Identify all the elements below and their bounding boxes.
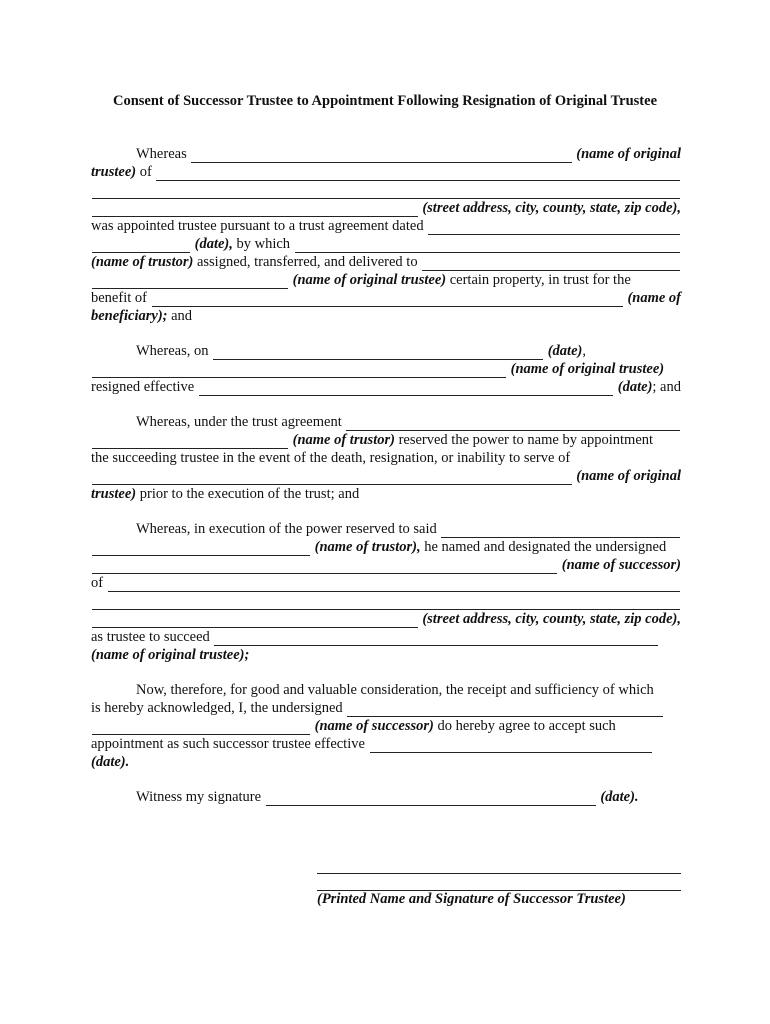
- p1-line-5: [91, 217, 681, 235]
- p5-line-1: [136, 681, 681, 699]
- successor-name-blank-2[interactable]: [92, 720, 310, 735]
- p1-date: (date),: [194, 236, 233, 252]
- p4-as-trustee: as trustee to succeed: [91, 629, 210, 645]
- p4-line-3: [91, 556, 681, 574]
- p1-certain-property: certain property, in trust for the: [449, 272, 631, 288]
- resigning-trustee-name-blank[interactable]: [92, 363, 506, 378]
- p4-line-1: [136, 520, 681, 538]
- p3-line-3: [91, 449, 681, 467]
- successor-name-blank[interactable]: [92, 559, 557, 574]
- original-trustee-address-blank-3[interactable]: [92, 202, 418, 217]
- p5-date: (date).: [91, 754, 130, 770]
- p1-line-7: [91, 253, 681, 271]
- resignation-date-blank[interactable]: [213, 345, 543, 360]
- p1-line-8: [91, 271, 681, 289]
- beneficiary-name-blank[interactable]: [152, 292, 623, 307]
- p2-date: (date): [547, 343, 583, 359]
- successor-address-blank-2[interactable]: [92, 595, 680, 610]
- p1-by-which: by which: [236, 236, 291, 252]
- p4-name-of-successor: (name of successor): [561, 557, 681, 573]
- p2-comma: ,: [582, 343, 586, 359]
- p5-appointment: appointment as such successor trustee effective: [91, 736, 365, 752]
- trust-agreement-date-blank[interactable]: [428, 220, 680, 235]
- delivered-to-blank-2[interactable]: [92, 274, 288, 289]
- p1-name-of-original: (name of original: [576, 146, 681, 162]
- p3-line-2: [91, 431, 681, 449]
- p1-name-of-original-trustee: (name of original trustee): [292, 272, 447, 288]
- p4-line-2: [91, 538, 681, 556]
- p6-witness: Witness my signature: [136, 789, 262, 805]
- p3-trustee: trustee): [91, 486, 137, 502]
- p3-line-5: [91, 485, 681, 503]
- p3-name-of-trustor: (name of trustor): [292, 432, 395, 448]
- trustor-name-blank-2[interactable]: [92, 434, 288, 449]
- p4-line-6: [91, 610, 681, 628]
- successor-address-blank-1[interactable]: [108, 577, 680, 592]
- p2-line-1: [136, 342, 681, 360]
- appointment-effective-date-blank[interactable]: [370, 738, 652, 753]
- p3-line-4: [91, 467, 681, 485]
- p1-name-of-trustor: (name of trustor): [91, 254, 194, 270]
- original-trustee-name-blank[interactable]: [191, 148, 571, 163]
- signature-caption: (Printed Name and Signature of Successor Trustee): [317, 891, 626, 907]
- p4-name-of-original-trustee: (name of original trustee);: [91, 647, 250, 663]
- p5-agree: do hereby agree to accept such: [437, 718, 616, 734]
- p6-date: (date).: [600, 789, 639, 805]
- undersigned-blank[interactable]: [347, 702, 663, 717]
- p2-name-of-original-trustee: (name of original trustee): [510, 361, 665, 377]
- trustor-name-blank-4[interactable]: [92, 541, 310, 556]
- successor-address-blank-3[interactable]: [92, 613, 418, 628]
- p4-line-4: [91, 574, 681, 592]
- p2-line-2: [91, 360, 681, 378]
- p1-and: and: [171, 308, 193, 324]
- p2-resigned: resigned effective: [91, 379, 195, 395]
- p4-line-5: [91, 592, 681, 610]
- p5-line-5: [91, 753, 681, 771]
- p4-line-7: [91, 628, 681, 646]
- original-trustee-name-blank-2[interactable]: [92, 470, 572, 485]
- p1-name-of: (name of: [627, 290, 681, 306]
- p5-line-3: [91, 717, 681, 735]
- original-trustee-address-blank-2[interactable]: [92, 184, 680, 199]
- p1-beneficiary: beneficiary);: [91, 308, 168, 324]
- p1-line-10: [91, 307, 681, 325]
- p2-and: ; and: [652, 379, 681, 395]
- p5-line-2: [91, 699, 681, 717]
- p4-name-of-trustor: (name of trustor),: [314, 539, 421, 555]
- p2-line-3: [91, 378, 681, 396]
- p4-whereas-execution: Whereas, in execution of the power reserved to said: [136, 521, 437, 537]
- p4-address-caption: (street address, city, county, state, zip code),: [422, 611, 681, 627]
- p5-acknowledged: is hereby acknowledged, I, the undersigned: [91, 700, 343, 716]
- p1-trustee: trustee): [91, 164, 137, 180]
- p4-line-8: [91, 646, 681, 664]
- p1-line-1: [136, 145, 681, 163]
- witness-date-blank[interactable]: [266, 791, 596, 806]
- p1-line-2: [91, 163, 681, 181]
- p5-now-therefore: Now, therefore, for good and valuable consideration, the receipt and sufficiency of which: [136, 682, 654, 698]
- p1-address-caption: (street address, city, county, state, zip code),: [422, 200, 681, 216]
- delivered-to-blank[interactable]: [422, 256, 680, 271]
- printed-name-line[interactable]: [317, 873, 681, 874]
- original-trustee-address-blank-1[interactable]: [156, 166, 680, 181]
- trust-agreement-blank[interactable]: [346, 416, 680, 431]
- document-title: Consent of Successor Trustee to Appointment Following Resignation of Original Trustee: [112, 93, 658, 109]
- p1-appointed: was appointed trustee pursuant to a trust agreement dated: [91, 218, 424, 234]
- trustor-name-blank[interactable]: [295, 238, 680, 253]
- p5-line-4: [91, 735, 681, 753]
- p3-whereas-under: Whereas, under the trust agreement: [136, 414, 342, 430]
- p1-line-6: [91, 235, 681, 253]
- p3-line-1: [136, 413, 681, 431]
- p4-of: of: [91, 575, 104, 591]
- p4-named: he named and designated the undersigned: [424, 539, 667, 555]
- p1-whereas: Whereas: [136, 146, 187, 162]
- p3-succeeding: the succeeding trustee in the event of the death, resignation, or inability to serve of: [91, 450, 571, 466]
- p2-date2: (date): [617, 379, 653, 395]
- trustor-blank-3[interactable]: [441, 523, 680, 538]
- p1-benefit-of: benefit of: [91, 290, 147, 306]
- p1-line-9: [91, 289, 681, 307]
- succeeded-trustee-blank[interactable]: [214, 631, 658, 646]
- trust-agreement-date-blank-2[interactable]: [92, 238, 190, 253]
- p3-name-of-original: (name of original: [576, 468, 681, 484]
- p2-whereas-on: Whereas, on: [136, 343, 209, 359]
- p1-line-4: [91, 199, 681, 217]
- p3-prior: prior to the execution of the trust; and: [139, 486, 360, 502]
- p3-reserved: reserved the power to name by appointment: [398, 432, 654, 448]
- p5-name-of-successor: (name of successor): [314, 718, 434, 734]
- effective-date-blank[interactable]: [199, 381, 613, 396]
- p1-assigned: assigned, transferred, and delivered to: [196, 254, 418, 270]
- p1-of: of: [139, 164, 152, 180]
- p1-line-3: [91, 181, 681, 199]
- p6-line-1: [136, 788, 681, 806]
